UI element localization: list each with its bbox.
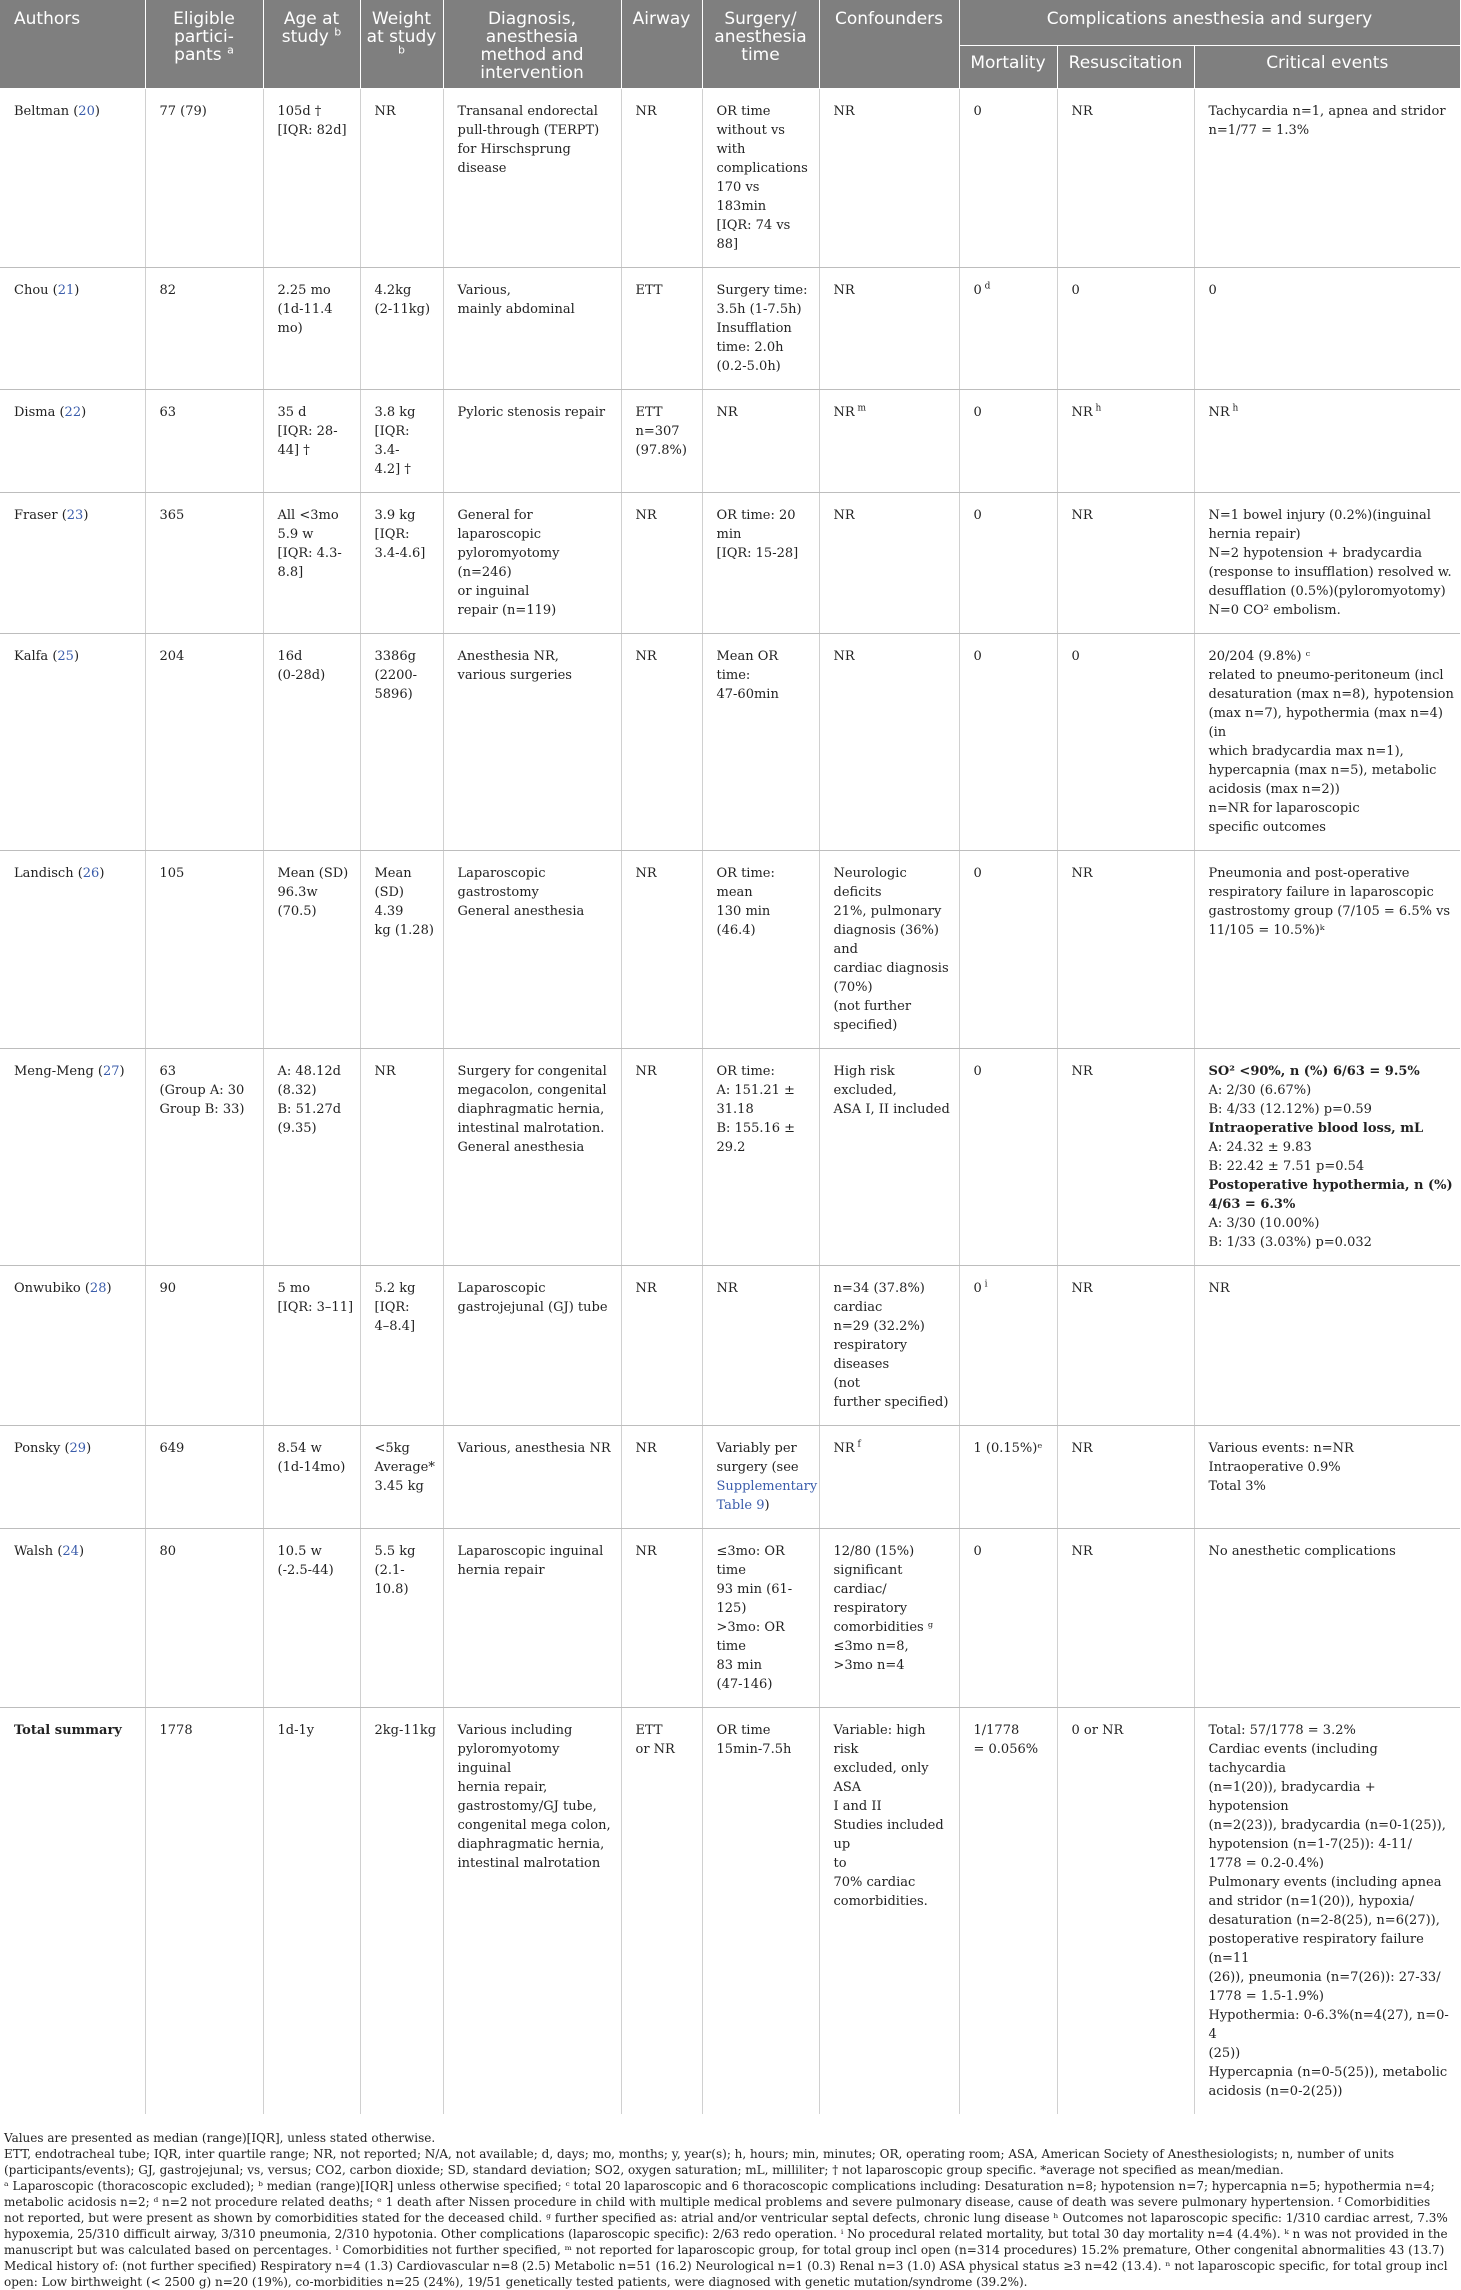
cell-airway: ETT [621, 268, 702, 390]
cell-eligible: 80 [145, 1529, 263, 1708]
cell-eligible: 204 [145, 634, 263, 851]
reference-link[interactable]: 26 [82, 866, 100, 881]
cell-eligible: 63 (Group A: 30 Group B: 33) [145, 1049, 263, 1266]
supplementary-table-link[interactable]: Supplementary Table 9 [716, 1479, 818, 1513]
cell-mortality: 0 $^i$ [959, 1266, 1057, 1426]
cell-surgery-time: Variably per surgery (see Supplementary Table 9) [702, 1426, 819, 1529]
cell-eligible: 90 [145, 1266, 263, 1426]
cell-age: 10.5 w (-2.5-44) [263, 1529, 360, 1708]
cell-resuscitation: NR [1057, 851, 1194, 1049]
cell-airway: ETT n=307 (97.8%) [621, 390, 702, 493]
cell-author: Onwubiko (28) [0, 1266, 145, 1426]
cell-surgery-time: OR time: 20 min [IQR: 15-28] [702, 493, 819, 634]
cell-surgery-time: NR [702, 1266, 819, 1426]
cell-surgery-time: OR time without vs with complications 170 vs 183min [IQR: 74 vs 88] [702, 89, 819, 268]
cell-diagnosis: Various, anesthesia NR [443, 1426, 621, 1529]
cell-diagnosis: Anesthesia NR, various surgeries [443, 634, 621, 851]
cell-weight: <5kg Average* 3.45 kg [360, 1426, 443, 1529]
cell-resuscitation: NR [1057, 493, 1194, 634]
header-diagnosis: Diagnosis, anesthesia method and intervention [443, 0, 621, 89]
cell-weight: NR [360, 1049, 443, 1266]
table-row [0, 851, 1460, 1049]
cell-age: Mean (SD) 96.3w (70.5) [263, 851, 360, 1049]
cell-weight: Mean (SD) 4.39 kg (1.28) [360, 851, 443, 1049]
footnote-values-note: Values are presented as median (range)[IQR], unless stated otherwise. [4, 2131, 436, 2145]
cell-eligible: 105 [145, 851, 263, 1049]
cell-weight: 2kg-11kg [360, 1708, 443, 2115]
cell-mortality: 0 [959, 89, 1057, 268]
cell-age: 105d † [IQR: 82d] [263, 89, 360, 268]
table-row [0, 1049, 1460, 1266]
cell-critical-events: 20/204 (9.8%) ᶜ related to pneumo-peritoneum (incl desaturation (max n=8), hypotension (max n=7), hypothermia (max n=4)(in which bradycardia max n=1), hypercapnia (max n=5), metabolic acidosis (max n=2)) n=NR for laparoscopic specific outcomes [1194, 634, 1460, 851]
cell-surgery-time: OR time: A: 151.21 ± 31.18 B: 155.16 ± 29.2 [702, 1049, 819, 1266]
cell-age: 16d (0-28d) [263, 634, 360, 851]
cell-eligible: 82 [145, 268, 263, 390]
cell-age: 35 d [IQR: 28-44] † [263, 390, 360, 493]
cell-weight: NR [360, 89, 443, 268]
cell-critical-events: NR $^h$ [1194, 390, 1460, 493]
cell-age: 8.54 w (1d-14mo) [263, 1426, 360, 1529]
cell-weight: 4.2kg (2-11kg) [360, 268, 443, 390]
cell-mortality: 0 $^d$ [959, 268, 1057, 390]
cell-resuscitation: 0 or NR [1057, 1708, 1194, 2115]
table-row [0, 390, 1460, 493]
cell-surgery-time: Surgery time: 3.5h (1-7.5h) Insufflation time: 2.0h (0.2-5.0h) [702, 268, 819, 390]
cell-weight: 3386g (2200- 5896) [360, 634, 443, 851]
cell-mortality: 0 [959, 1529, 1057, 1708]
cell-airway: NR [621, 1049, 702, 1266]
table-header [0, 0, 1460, 89]
cell-age: 5 mo [IQR: 3–11] [263, 1266, 360, 1426]
cell-mortality: 0 [959, 851, 1057, 1049]
header-weight: Weight at study $^b$ [360, 0, 443, 89]
cell-mortality: 0 [959, 634, 1057, 851]
header-surgery-time: Surgery/ anesthesia time [702, 0, 819, 89]
cell-surgery-time: ≤3mo: OR time 93 min (61- 125) >3mo: OR time 83 min (47-146) [702, 1529, 819, 1708]
cell-mortality: 0 [959, 1049, 1057, 1266]
header-mortality: Mortality [959, 45, 1057, 88]
cell-resuscitation: NR [1057, 89, 1194, 268]
cell-mortality: 1/1778 = 0.056% [959, 1708, 1057, 2115]
reference-link[interactable]: 21 [57, 283, 75, 298]
cell-airway: NR [621, 493, 702, 634]
reference-link[interactable]: 29 [69, 1441, 87, 1456]
cell-critical-events: Various events: n=NR Intraoperative 0.9% Total 3% [1194, 1426, 1460, 1529]
cell-surgery-time: OR time 15min-7.5h [702, 1708, 819, 2115]
table-row [0, 1426, 1460, 1529]
cell-diagnosis: Pyloric stenosis repair [443, 390, 621, 493]
cell-diagnosis: Laparoscopic gastrostomy General anesthesia [443, 851, 621, 1049]
cell-weight: 3.8 kg [IQR: 3.4- 4.2] † [360, 390, 443, 493]
cell-eligible: 649 [145, 1426, 263, 1529]
cell-author: Meng-Meng (27) [0, 1049, 145, 1266]
cell-mortality: 1 (0.15%)ᵉ [959, 1426, 1057, 1529]
cell-diagnosis: General for laparoscopic pyloromyotomy (n=246) or inguinal repair (n=119) [443, 493, 621, 634]
cell-airway: ETT or NR [621, 1708, 702, 2115]
cell-author: Total summary [0, 1708, 145, 2115]
cell-confounders: n=34 (37.8%) cardiac n=29 (32.2%) respiratory diseases (not further specified) [819, 1266, 959, 1426]
cell-resuscitation: NR [1057, 1426, 1194, 1529]
cell-weight: 5.5 kg (2.1-10.8) [360, 1529, 443, 1708]
reference-link[interactable]: 23 [66, 508, 84, 523]
cell-author: Fraser (23) [0, 493, 145, 634]
footnote-letters: ᵃ Laparoscopic (thoracoscopic excluded); ᵇ median (range)[IQR] unless otherwise specified; ᶜ total 20 laparoscopic and 6 thoracoscopic complications including: Desaturation n=8; hypotension n=7; hypercapnia n=5; hypothermia n=4; metabolic acidosis n=2; ᵈ n=2 not procedure related deaths; ᵉ 1 death after Nissen procedure in child with multiple medical problems and severe pulmonary disease, cause of death was severe pulmonary hypertension. ᶠ Comorbidities not reported, but were present as shown by comorbidities stated for the deceased child. ᵍ further specified as: atrial and/or ventricular septal defects, chronic lung disease ʰ Outcomes not laparoscopic specific: 1/310 cardiac arrest, 7.3% hypoxemia, 25/310 difficult airway, 3/310 pneumonia, 2/310 hypotonia. Other complications (laparoscopic specific): 2/63 redo operation. ⁱ No procedural related mortality, but total 30 day mortality n=4 (4.4%). ᵏ n was not provided in the manuscript but was calculated based on percentages. ˡ Comorbidities not further specified, ᵐ not reported for laparoscopic group, for total group incl open (n=314 procedures) 15.2% premature, Other congenital abnormalities 43 (13.7) Medical history of: (not further specified) Respiratory n=4 (1.3) Cardiovascular n=8 (2.5) Metabolic n=51 (16.2) Neurological n=1 (0.3) Renal n=3 (1.0) ASA physical status ≥3 n=42 (13.4). ⁿ not laparoscopic specific, for total group incl open: Low birthweight (< 2500 g) n=20 (19%), co-morbidities n=25 (24%), 19/51 genetically tested patients, were diagnosed with genetic mutation/syndrome (39.2%). [4, 2179, 1448, 2289]
cell-resuscitation: NR $^h$ [1057, 390, 1194, 493]
table-row [0, 1266, 1460, 1426]
reference-link[interactable]: 20 [78, 104, 95, 119]
table-row [0, 89, 1460, 268]
cell-critical-events: Total: 57/1778 = 3.2% Cardiac events (including tachycardia (n=1(20)), bradycardia + hypotension (n=2(23)), bradycardia (n=0-1(25)), hypotension (n=1-7(25)): 4-11/ 1778 = 0.2-0.4%) Pulmonary events (including apnea and stridor (n=1(20)), hypoxia/ desaturation (n=2-8(25), n=6(27)), postoperative respiratory failure (n=11 (26)), pneumonia (n=7(26)): 27-33/ 1778 = 1.5-1.9%) Hypothermia: 0-6.3%(n=4(27), n=0-4 (25)) Hypercapnia (n=0-5(25)), metabolic acidosis (n=0-2(25)) [1208, 1723, 1449, 2099]
cell-diagnosis: Various including pyloromyotomy inguinal hernia repair, gastrostomy/GJ tube, congenital mega colon, diaphragmatic hernia, intestinal malrotation [443, 1708, 621, 2115]
cell-surgery-time: Mean OR time: 47-60min [702, 634, 819, 851]
reference-link[interactable]: 27 [103, 1064, 120, 1079]
header-airway: Airway [621, 0, 702, 89]
header-confounders: Confounders [819, 0, 959, 89]
cell-resuscitation: 0 [1057, 268, 1194, 390]
cell-diagnosis: Laparoscopic gastrojejunal (GJ) tube [443, 1266, 621, 1426]
cell-author: Kalfa (25) [0, 634, 145, 851]
cell-resuscitation: NR [1057, 1049, 1194, 1266]
reference-link[interactable]: 28 [89, 1281, 107, 1296]
cell-confounders: NR [819, 634, 959, 851]
cell-confounders: 12/80 (15%) significant cardiac/ respiratory comorbidities ᵍ ≤3mo n=8, >3mo n=4 [819, 1529, 959, 1708]
cell-critical-events: No anesthetic complications [1194, 1529, 1460, 1708]
table-row [0, 1529, 1460, 1708]
cell-airway: NR [621, 89, 702, 268]
cell-author: Disma (22) [0, 390, 145, 493]
header-authors: Authors [0, 0, 145, 89]
table-row-total [0, 1708, 1460, 2115]
table-row [0, 268, 1460, 390]
cell-author: Walsh (24) [0, 1529, 145, 1708]
cell-critical-events: NR [1194, 1266, 1460, 1426]
cell-eligible: 365 [145, 493, 263, 634]
reference-link[interactable]: 25 [57, 649, 74, 664]
footnote-abbreviations: ETT, endotracheal tube; IQR, inter quartile range; NR, not reported; N/A, not available; d, days; mo, months; y, year(s); h, hours; min, minutes; OR, operating room; ASA, American Society of Anesthesiologists; n, number of units (participants/events); GJ, gastrojejunal; vs, versus; CO2, carbon dioxide; SD, standard deviation; SO2, oxygen saturation; mL, milliliter; † not laparoscopic group specific. *average not specified as mean/median. [4, 2147, 1395, 2177]
table-body [0, 89, 1460, 2115]
cell-critical-events: 0 [1194, 268, 1460, 390]
header-eligible: Eligible partici-pants $^a$ [145, 0, 263, 89]
cell-diagnosis: Surgery for congenital megacolon, congenital diaphragmatic hernia, intestinal malrotation. General anesthesia [443, 1049, 621, 1266]
cell-diagnosis: Laparoscopic inguinal hernia repair [443, 1529, 621, 1708]
cell-diagnosis: Various, mainly abdominal [443, 268, 621, 390]
cell-author: Ponsky (29) [0, 1426, 145, 1529]
cell-airway: NR [621, 1529, 702, 1708]
cell-mortality: 0 [959, 493, 1057, 634]
cell-critical-events: N=1 bowel injury (0.2%)(inguinal hernia repair) N=2 hypotension + bradycardia (response to insufflation) resolved w. desufflation (0.5%)(pyloromyotomy) N=0 CO² embolism. [1194, 493, 1460, 634]
reference-link[interactable]: 22 [64, 405, 82, 420]
header-resuscitation: Resuscitation [1057, 45, 1194, 88]
cell-diagnosis: Transanal endorectal pull-through (TERPT) for Hirschsprung disease [443, 89, 621, 268]
table-row [0, 493, 1460, 634]
cell-eligible: 1778 [145, 1708, 263, 2115]
cell-age: All <3mo 5.9 w [IQR: 4.3-8.8] [263, 493, 360, 634]
cell-confounders: NR $^f$ [819, 1426, 959, 1529]
cell-age: 2.25 mo (1d-11.4 mo) [263, 268, 360, 390]
header-critical-events: Critical events [1194, 45, 1460, 88]
cell-confounders: NR $^m$ [819, 390, 959, 493]
cell-surgery-time: NR [702, 390, 819, 493]
table-footnotes [0, 2114, 1460, 2290]
cell-age: 1d-1y [263, 1708, 360, 2115]
cell-critical-events: SO² <90%, n (%) 6/63 = 9.5% A: 2/30 (6.67%) B: 4/33 (12.12%) p=0.59 Intraoperative blood loss, mL A: 24.32 ± 9.83 B: 22.42 ± 7.51 p=0.54 Postoperative hypothermia, n (%) 4/63 = 6.3% A: 3/30 (10.00%) B: 1/33 (3.03%) p=0.032 [1194, 1049, 1460, 1266]
cell-confounders: NR [819, 493, 959, 634]
header-complications-group: Complications anesthesia and surgery [959, 0, 1460, 45]
cell-age: A: 48.12d (8.32) B: 51.27d (9.35) [263, 1049, 360, 1266]
cell-eligible: 77 (79) [145, 89, 263, 268]
cell-author: Landisch (26) [0, 851, 145, 1049]
cell-airway: NR [621, 851, 702, 1049]
cell-author: Chou (21) [0, 268, 145, 390]
cell-confounders: Neurologic deficits 21%, pulmonary diagnosis (36%) and cardiac diagnosis (70%) (not further specified) [819, 851, 959, 1049]
cell-airway: NR [621, 634, 702, 851]
cell-confounders: NR [819, 268, 959, 390]
cell-author: Beltman (20) [0, 89, 145, 268]
cell-airway: NR [621, 1266, 702, 1426]
cell-weight: 3.9 kg [IQR: 3.4-4.6] [360, 493, 443, 634]
cell-confounders: Variable: high risk excluded, only ASA I and II Studies included up to 70% cardiac comorbidities. [819, 1708, 959, 2115]
cell-surgery-time: OR time: mean 130 min (46.4) [702, 851, 819, 1049]
cell-critical-events: Pneumonia and post-operative respiratory failure in laparoscopic gastrostomy group (7/105 = 6.5% vs 11/105 = 10.5%)ᵏ [1194, 851, 1460, 1049]
reference-link[interactable]: 24 [62, 1544, 79, 1559]
table-row [0, 634, 1460, 851]
cell-weight: 5.2 kg [IQR: 4–8.4] [360, 1266, 443, 1426]
cell-resuscitation: NR [1057, 1529, 1194, 1708]
cell-eligible: 63 [145, 390, 263, 493]
cell-critical-events: Tachycardia n=1, apnea and stridor n=1/77 = 1.3% [1194, 89, 1460, 268]
cell-confounders: High risk excluded, ASA I, II included [819, 1049, 959, 1266]
cell-mortality: 0 [959, 390, 1057, 493]
cell-airway: NR [621, 1426, 702, 1529]
cell-resuscitation: 0 [1057, 634, 1194, 851]
cell-confounders: NR [819, 89, 959, 268]
header-age: Age at study $^b$ [263, 0, 360, 89]
cell-resuscitation: NR [1057, 1266, 1194, 1426]
